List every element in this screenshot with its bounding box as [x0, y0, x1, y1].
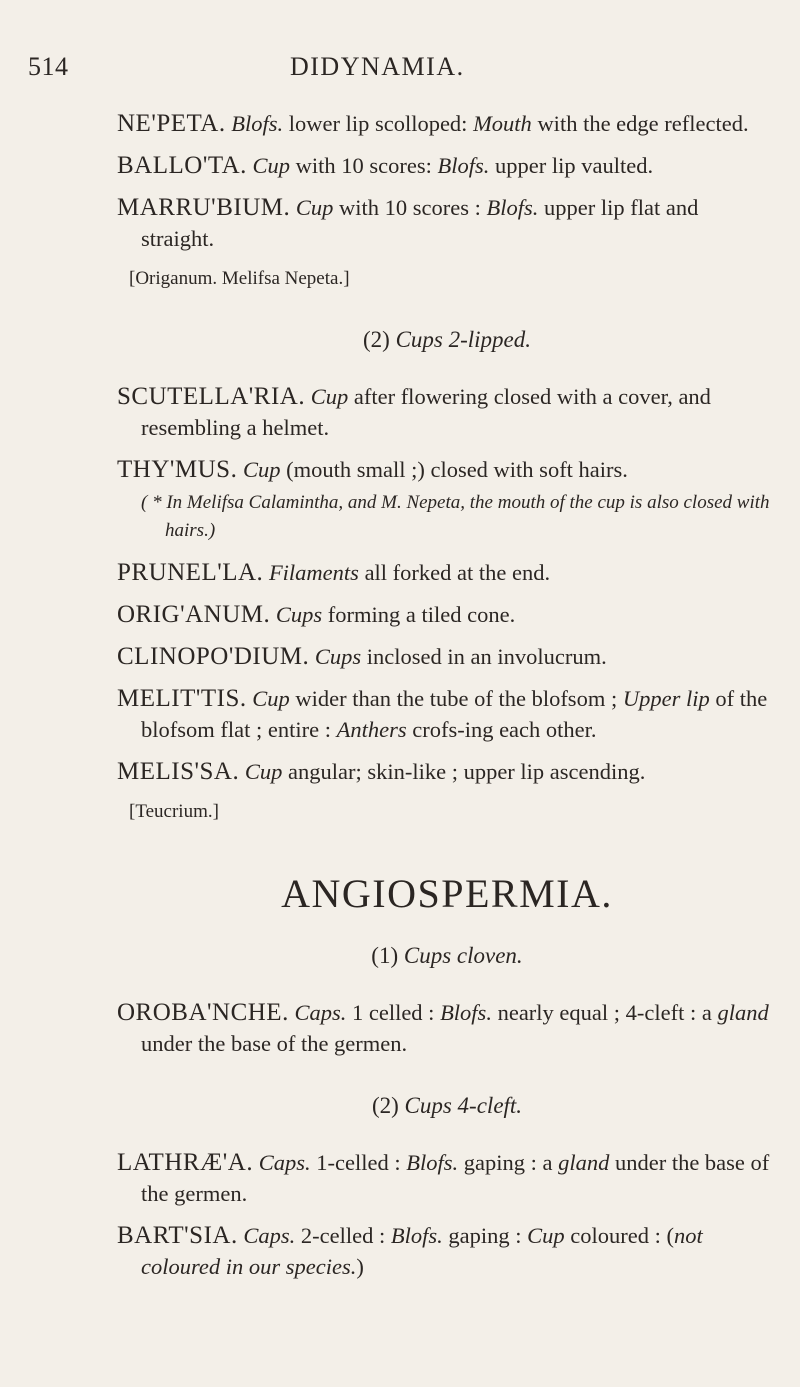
- genus-name: MELIT'TIS.: [117, 685, 247, 712]
- entry-marrubium: [117, 192, 777, 254]
- term: Cups: [275, 602, 323, 627]
- page-header: [28, 52, 768, 92]
- entry-melittis: [117, 683, 777, 745]
- text: after flowering closed with a cover, and resembling a helmet.: [141, 384, 711, 440]
- text: lower lip scolloped:: [283, 111, 474, 136]
- text: with the edge reflected.: [531, 111, 749, 136]
- section-heading: [117, 943, 777, 969]
- term: Cup: [242, 457, 281, 482]
- genus-name: SCUTELLA'RIA.: [117, 383, 306, 410]
- text: wider than the tube of the blofsom ;: [289, 686, 623, 711]
- entry-prunella: [117, 557, 777, 588]
- text: under the base of the germen.: [141, 1150, 770, 1206]
- text: ): [356, 1254, 364, 1279]
- term: Cup: [295, 195, 334, 220]
- term: not coloured in our species.: [141, 1223, 703, 1279]
- entry-bartsia: [117, 1220, 777, 1282]
- section-title: Cups cloven.: [403, 943, 523, 968]
- text: gaping :: [442, 1223, 528, 1248]
- term: Cup: [527, 1223, 565, 1248]
- entry-origanum: [117, 599, 777, 630]
- term: Anthers: [336, 717, 407, 742]
- text: under the base of the germen.: [141, 1031, 408, 1056]
- genus-name: BART'SIA.: [117, 1222, 238, 1249]
- entry-clinopodium: [117, 641, 777, 672]
- text: (mouth small ;) closed with soft hairs.: [280, 457, 628, 482]
- term: Upper lip: [622, 686, 710, 711]
- section-number: (2): [371, 1093, 405, 1118]
- term: Cup: [252, 153, 291, 178]
- section-number: (1): [371, 943, 404, 968]
- section-heading: [117, 1093, 777, 1119]
- genus-name: OROBA'NCHE.: [117, 999, 289, 1026]
- text: with 10 scores:: [290, 153, 438, 178]
- term: Blofs.: [440, 1000, 492, 1025]
- term: Filaments: [268, 560, 359, 585]
- term: Blofs.: [406, 1150, 459, 1175]
- term: Caps.: [243, 1223, 296, 1248]
- section-number: (2): [362, 327, 396, 352]
- text: upper lip vaulted.: [489, 153, 654, 178]
- term: Caps.: [258, 1150, 311, 1175]
- entry-orobanche: [117, 997, 777, 1059]
- section-title: Cups 4-cleft.: [404, 1093, 523, 1118]
- text: coloured : (: [564, 1223, 674, 1248]
- order-heading: ANGIOSPERMIA.: [281, 871, 613, 916]
- entry-scutellaria: [117, 381, 777, 443]
- text: gaping : a: [458, 1150, 559, 1175]
- text: forming a tiled cone.: [322, 602, 516, 627]
- genus-name: THY'MUS.: [117, 456, 238, 483]
- section-title: Cups 2-lipped.: [395, 327, 532, 352]
- footnote: ( * In Melifsa Calamintha, and M. Nepeta, the mouth of the cup is also closed with hairs.): [141, 492, 770, 541]
- entry-melissa: [117, 756, 777, 787]
- text: all forked at the end.: [358, 560, 551, 585]
- term: Cup: [310, 384, 349, 409]
- term: Blofs.: [437, 153, 490, 178]
- text: of the blofsom flat ; entire :: [141, 686, 768, 742]
- text: 2-celled :: [295, 1223, 391, 1248]
- term: Cups: [314, 644, 362, 669]
- term: Blofs.: [390, 1223, 443, 1248]
- genus-name: BALLO'TA.: [117, 152, 247, 179]
- section-heading: [117, 327, 777, 353]
- text: with 10 scores :: [333, 195, 487, 220]
- genus-name: MARRU'BIUM.: [117, 194, 291, 221]
- term: Cup: [244, 759, 283, 784]
- text: 1-celled :: [310, 1150, 407, 1175]
- text: crofs-ing each other.: [406, 717, 597, 742]
- term: Blofs.: [486, 195, 539, 220]
- page-number: 514: [28, 52, 69, 81]
- cross-reference: [Origanum. Melifsa Nepeta.]: [129, 268, 350, 289]
- genus-name: CLINOPO'DIUM.: [117, 643, 310, 670]
- term: gland: [558, 1150, 610, 1175]
- term: gland: [717, 1000, 769, 1025]
- text: nearly equal ; 4-cleft : a: [491, 1000, 718, 1025]
- genus-name: NE'PETA.: [117, 110, 226, 137]
- genus-name: ORIG'ANUM.: [117, 601, 271, 628]
- genus-name: PRUNEL'LA.: [117, 559, 264, 586]
- term: Mouth: [473, 111, 532, 136]
- running-head: DIDYNAMIA.: [290, 52, 465, 81]
- text: upper lip flat and straight.: [141, 195, 699, 251]
- genus-name: MELIS'SA.: [117, 758, 240, 785]
- page-body: [117, 108, 777, 1293]
- entry-thymus: [117, 454, 777, 485]
- text: 1 celled :: [346, 1000, 441, 1025]
- text: angular; skin-like ; upper lip ascending.: [282, 759, 646, 784]
- genus-name: LATHRÆ'A.: [117, 1149, 254, 1176]
- entry-lathraea: [117, 1147, 777, 1209]
- cross-reference: [Teucrium.]: [129, 801, 219, 822]
- entry-ballota: [117, 150, 777, 181]
- term: Cup: [252, 686, 290, 711]
- term: Blofs.: [231, 111, 284, 136]
- text: inclosed in an involucrum.: [361, 644, 607, 669]
- term: Caps.: [294, 1000, 347, 1025]
- entry-nepeta: [117, 108, 777, 139]
